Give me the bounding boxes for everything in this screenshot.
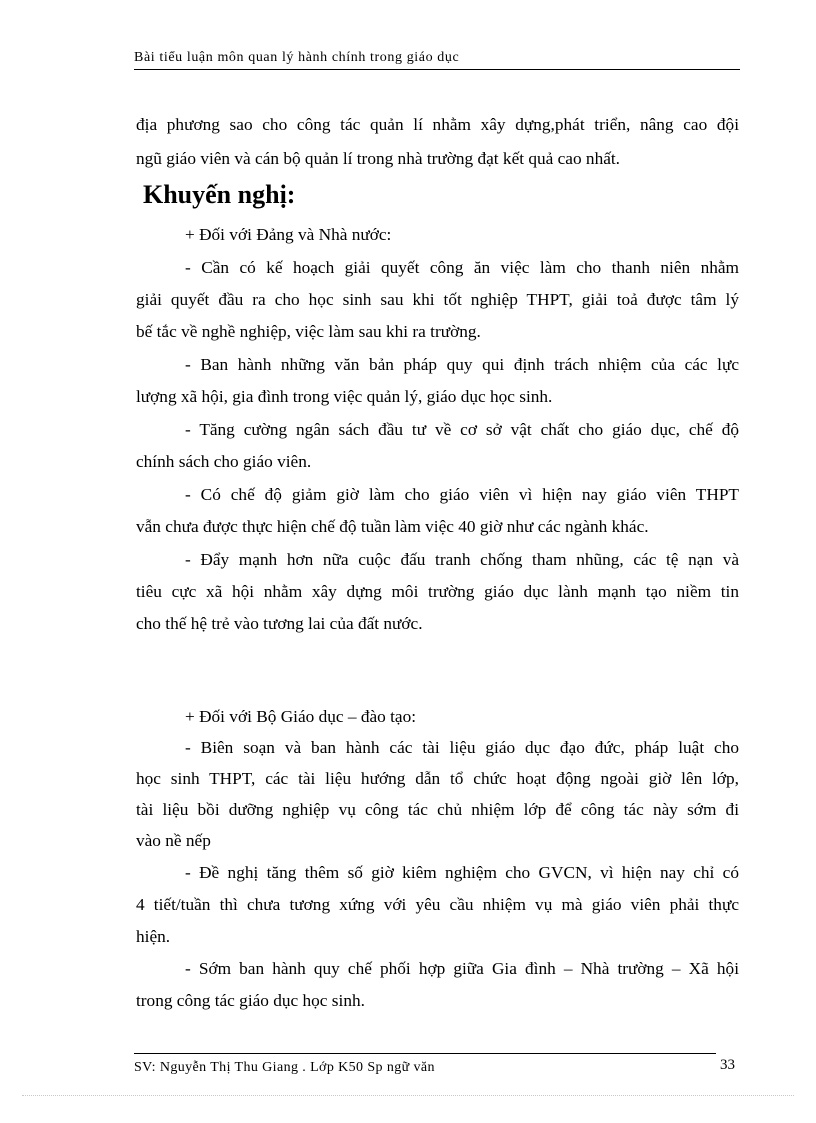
text-line: địa phương sao cho công tác quản lí nhằm xây dựng,phát triển, nâng cao đội <box>136 115 739 134</box>
text-line: giải quyết đầu ra cho học sinh sau khi tốt nghiệp THPT, giải toả được tâm lý <box>136 290 739 309</box>
page-header <box>134 49 740 70</box>
text-line: hiện. <box>136 927 171 946</box>
text-line: vẫn chưa được thực hiện chế độ tuần làm việc 40 giờ như các ngành khác. <box>136 517 649 536</box>
text-line: bế tắc về nghề nghiệp, việc làm sau khi ra trường. <box>136 322 481 341</box>
text-line: - Biên soạn và ban hành các tài liệu giáo dục đạo đức, pháp luật cho <box>185 738 739 757</box>
footer-author: SV: Nguyễn Thị Thu Giang . Lớp K50 Sp ngữ văn <box>134 1060 435 1075</box>
section-heading: Khuyến nghị: <box>143 180 296 209</box>
text-line: cho thế hệ trẻ vào tương lai của đất nước. <box>136 614 423 633</box>
subsection-title: + Đối với Bộ Giáo dục – đào tạo: <box>185 707 417 726</box>
text-line: ngũ giáo viên và cán bộ quản lí trong nhà trường đạt kết quả cao nhất. <box>136 149 621 168</box>
text-line: vào nề nếp <box>136 831 211 850</box>
header-title: Bài tiểu luận môn quan lý hành chính trong giáo dục <box>134 50 460 65</box>
text-line: lượng xã hội, gia đình trong việc quản lý, giáo dục học sinh. <box>136 387 553 406</box>
text-line: tiêu cực xã hội nhằm xây dựng môi trường giáo dục lành mạnh tạo niềm tin <box>136 582 739 601</box>
text-line: chính sách cho giáo viên. <box>136 452 312 471</box>
text-line: - Cần có kế hoạch giải quyết công ăn việc làm cho thanh niên nhằm <box>185 258 739 277</box>
text-line: - Ban hành những văn bản pháp quy qui định trách nhiệm của các lực <box>185 355 739 374</box>
page-number: 33 <box>720 1057 735 1073</box>
page-bottom-divider <box>22 1095 794 1096</box>
page-footer <box>134 1053 716 1077</box>
text-line: - Đề nghị tăng thêm số giờ kiêm nghiệm cho GVCN, vì hiện nay chỉ có <box>185 863 739 882</box>
text-line: - Đẩy mạnh hơn nữa cuộc đấu tranh chống tham nhũng, các tệ nạn và <box>185 550 739 569</box>
text-line: - Có chế độ giảm giờ làm cho giáo viên vì hiện nay giáo viên THPT <box>185 485 739 504</box>
subsection-title: + Đối với Đảng và Nhà nước: <box>185 225 392 244</box>
text-line: - Sớm ban hành quy chế phối hợp giữa Gia đình – Nhà trường – Xã hội <box>185 959 739 978</box>
text-line: - Tăng cường ngân sách đầu tư về cơ sở vật chất cho giáo dục, chế độ <box>185 420 739 439</box>
text-line: học sinh THPT, các tài liệu hướng dẫn tổ chức hoạt động ngoài giờ lên lớp, <box>136 769 739 788</box>
text-line: 4 tiết/tuần thì chưa tương xứng với yêu cầu nhiệm vụ mà giáo viên phải thực <box>136 895 739 914</box>
text-line: tài liệu bồi dưỡng nghiệp vụ công tác chủ nhiệm lớp để công tác này sớm đi <box>136 800 739 819</box>
text-line: trong công tác giáo dục học sinh. <box>136 991 365 1010</box>
